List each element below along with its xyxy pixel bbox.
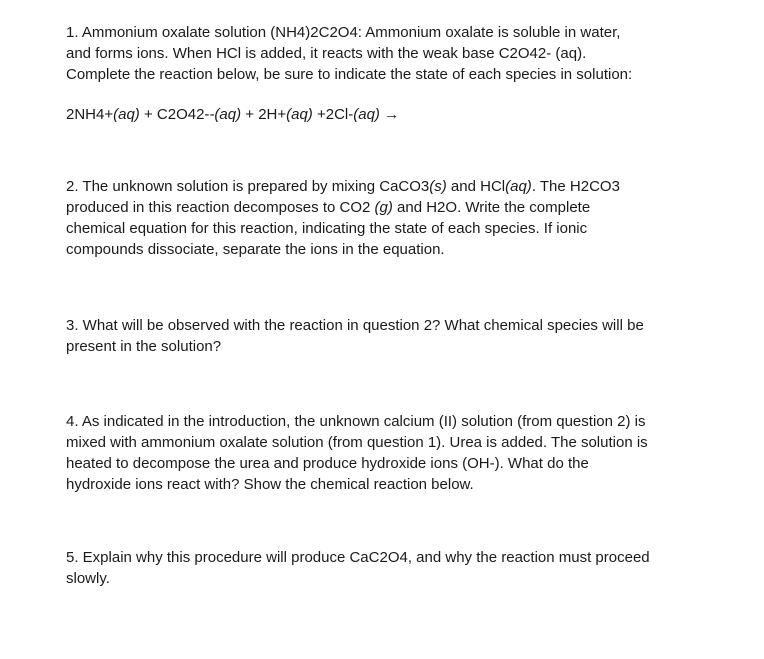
reaction-equation xyxy=(66,104,399,125)
equation-arrow: → xyxy=(379,106,400,123)
equation-chloride: +2Cl- xyxy=(312,106,354,123)
question-1 xyxy=(66,22,632,85)
question-4-line-2: mixed with ammonium oxalate solution (from question 1). Urea is added. The solution is xyxy=(66,434,648,451)
question-2-text: and H2O. Write the complete xyxy=(392,199,591,216)
equation-oxalate: + C2O42- xyxy=(139,106,210,123)
question-4-line-4: hydroxide ions react with? Show the chemical reaction below. xyxy=(66,476,474,493)
question-2 xyxy=(66,176,620,260)
question-2-text: . The H2CO3 xyxy=(531,178,620,195)
question-4-line-1: 4. As indicated in the introduction, the unknown calcium (II) solution (from question 2) is xyxy=(66,413,646,430)
question-3-line-2: present in the solution? xyxy=(66,338,222,355)
question-2-line-1 xyxy=(66,176,620,197)
equation-hydrogen: + 2H+ xyxy=(241,106,287,123)
question-4 xyxy=(66,411,648,495)
question-3-line-1: 3. What will be observed with the reaction in question 2? What chemical species will be xyxy=(66,317,644,334)
question-2-line-4: compounds dissociate, separate the ions in the equation. xyxy=(66,241,445,258)
question-5 xyxy=(66,547,650,589)
state-gas: (g) xyxy=(374,199,393,216)
state-aqueous: (aq) xyxy=(505,178,532,195)
state-solid: (s) xyxy=(429,178,447,195)
question-2-line-3: chemical equation for this reaction, indicating the state of each species. If ionic xyxy=(66,220,588,237)
equation-state-aq-4: (aq) xyxy=(353,106,380,123)
question-2-line-2 xyxy=(66,197,620,218)
question-1-line-1: 1. Ammonium oxalate solution (NH4)2C2O4: Ammonium oxalate is soluble in water, xyxy=(66,24,621,41)
equation-state-aq-3: (aq) xyxy=(286,106,313,123)
question-1-line-2: and forms ions. When HCl is added, it reacts with the weak base C2O42- (aq). xyxy=(66,45,587,62)
question-2-text: produced in this reaction decomposes to CO2 xyxy=(66,199,375,216)
equation-state-aq-2: -(aq) xyxy=(209,106,242,123)
question-1-line-3: Complete the reaction below, be sure to indicate the state of each species in solution: xyxy=(66,66,633,83)
equation-ammonium: 2NH4+ xyxy=(66,106,114,123)
question-2-text: 2. The unknown solution is prepared by mixing CaCO3 xyxy=(66,178,430,195)
question-4-line-3: heated to decompose the urea and produce hydroxide ions (OH-). What do the xyxy=(66,455,589,472)
question-3 xyxy=(66,315,644,357)
question-5-line-1: 5. Explain why this procedure will produce CaC2O4, and why the reaction must proceed xyxy=(66,549,650,566)
question-5-line-2: slowly. xyxy=(66,570,110,587)
equation-state-aq-1: (aq) xyxy=(113,106,140,123)
question-2-text: and HCl xyxy=(446,178,506,195)
